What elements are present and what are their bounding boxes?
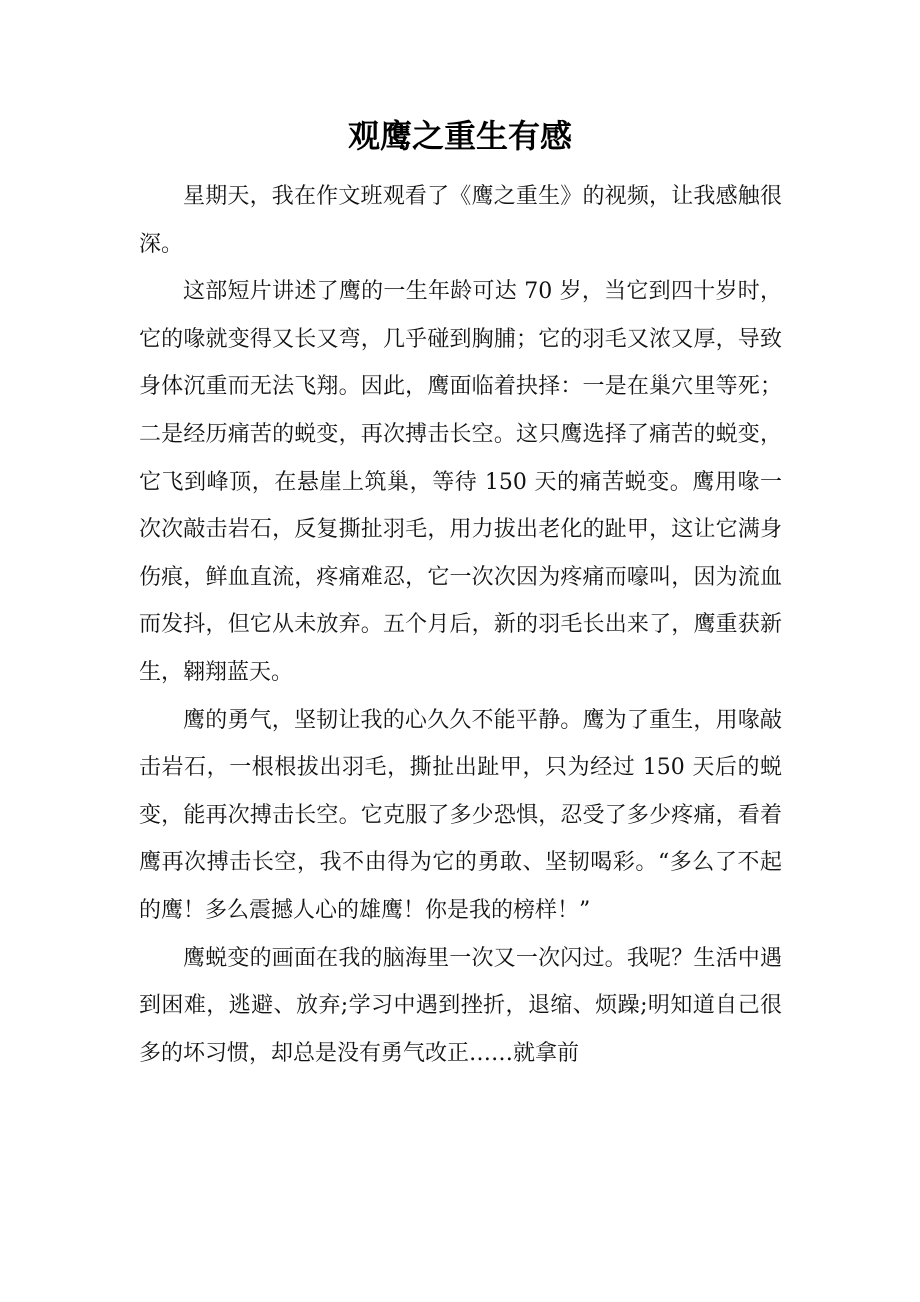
paragraph: 这部短片讲述了鹰的一生年龄可达 70 岁，当它到四十岁时，它的喙就变得又长又弯，几乎碰到胸脯；它的羽毛又浓又厚，导致身体沉重而无法飞翔。因此，鹰面临着抉择：一是在巢穴里等死；二是经历痛苦的蜕变，再次搏击长空。这只鹰选择了痛苦的蜕变，它飞到峰顶，在悬崖上筑巢，等待 150 天的痛苦蜕变。鹰用喙一次次敲击岩石，反复撕扯羽毛，用力拔出老化的趾甲，这让它满身伤痕，鲜血直流，疼痛难忍，它一次次因为疼痛而嚎叫，因为流血而发抖，但它从未放弃。五个月后，新的羽毛长出来了，鹰重获新生，翱翔蓝天。 (139, 279, 782, 685)
paragraph: 星期天，我在作文班观看了《鹰之重生》的视频，让我感触很深。 (139, 184, 782, 257)
paragraph: 鹰的勇气，坚韧让我的心久久不能平静。鹰为了重生，用喙敲击岩石，一根根拔出羽毛，撕扯出趾甲，只为经过 150 天后的蜕变，能再次搏击长空。它克服了多少恐惧，忍受了多少疼痛，看着鹰再次搏击长空，我不由得为它的勇敢、坚韧喝彩。“多么了不起的鹰！多么震撼人心的雄鹰！你是我的榜样！” (139, 707, 782, 923)
document-body (139, 173, 782, 1077)
paragraph: 鹰蜕变的画面在我的脑海里一次又一次闪过。我呢？生活中遇到困难，逃避、放弃;学习中遇到挫折，退缩、烦躁;明知道自己很多的坏习惯，却总是没有勇气改正……就拿前 (139, 945, 782, 1066)
document-title: 观鹰之重生有感 (347, 117, 572, 155)
